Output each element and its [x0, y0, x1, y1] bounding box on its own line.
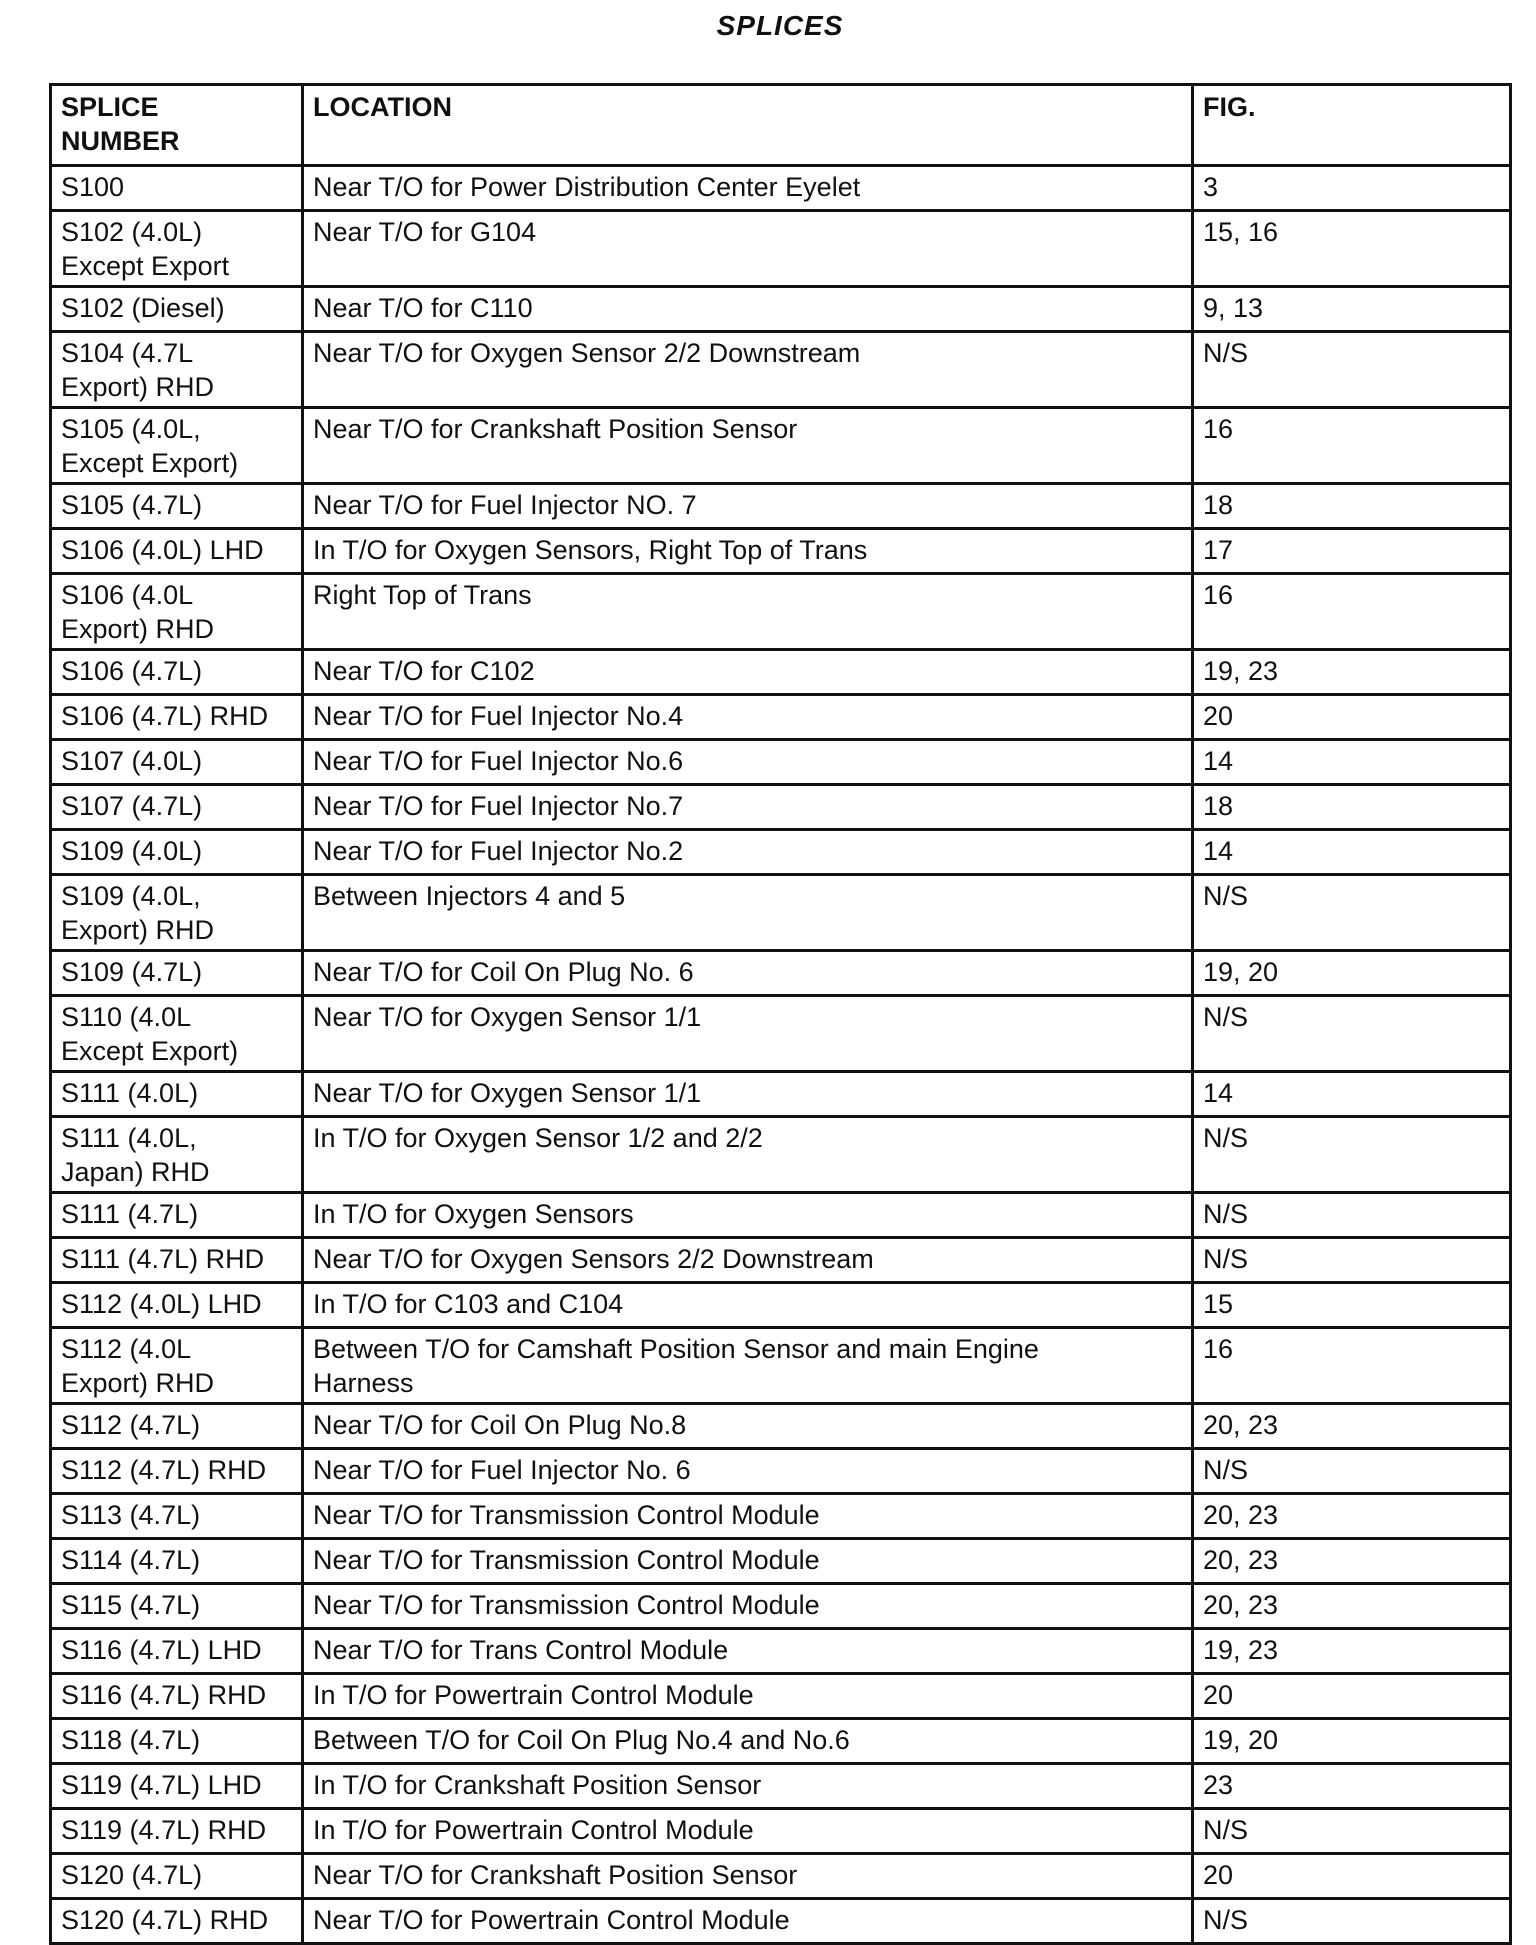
cell-location: Near T/O for Coil On Plug No.8 — [303, 1404, 1193, 1449]
cell-splice-number: S112 (4.7L) — [51, 1404, 303, 1449]
table-row — [51, 1629, 1511, 1674]
cell-location: In T/O for Oxygen Sensor 1/2 and 2/2 — [303, 1117, 1193, 1193]
table-row — [51, 408, 1511, 484]
table-row — [51, 695, 1511, 740]
table-row — [51, 1719, 1511, 1764]
cell-fig: 19, 20 — [1193, 1719, 1511, 1764]
cell-fig: 18 — [1193, 785, 1511, 830]
cell-splice-number: S116 (4.7L) RHD — [51, 1674, 303, 1719]
cell-splice-number: S113 (4.7L) — [51, 1494, 303, 1539]
cell-location: Near T/O for Fuel Injector NO. 7 — [303, 484, 1193, 529]
cell-location: In T/O for Oxygen Sensors — [303, 1193, 1193, 1238]
cell-location: Near T/O for Coil On Plug No. 6 — [303, 951, 1193, 996]
cell-location: Near T/O for Fuel Injector No.2 — [303, 830, 1193, 875]
cell-fig: 20, 23 — [1193, 1494, 1511, 1539]
cell-fig: 14 — [1193, 740, 1511, 785]
cell-splice-number: S107 (4.0L) — [51, 740, 303, 785]
cell-fig: 20, 23 — [1193, 1404, 1511, 1449]
table-row — [51, 951, 1511, 996]
cell-fig: 19, 23 — [1193, 650, 1511, 695]
cell-location: Near T/O for Trans Control Module — [303, 1629, 1193, 1674]
cell-location: Near T/O for Oxygen Sensors 2/2 Downstream — [303, 1238, 1193, 1283]
cell-location: Near T/O for Transmission Control Module — [303, 1584, 1193, 1629]
cell-splice-number: S109 (4.0L) — [51, 830, 303, 875]
table-row — [51, 1764, 1511, 1809]
cell-fig: 16 — [1193, 1328, 1511, 1404]
cell-splice-number: S114 (4.7L) — [51, 1539, 303, 1584]
cell-splice-number: S109 (4.0L, Export) RHD — [51, 875, 303, 951]
table-row — [51, 287, 1511, 332]
cell-location: Near T/O for Fuel Injector No.4 — [303, 695, 1193, 740]
cell-location: Near T/O for C102 — [303, 650, 1193, 695]
table-row — [51, 529, 1511, 574]
table-row — [51, 785, 1511, 830]
table-row — [51, 1328, 1511, 1404]
cell-fig: N/S — [1193, 332, 1511, 408]
cell-splice-number: S105 (4.7L) — [51, 484, 303, 529]
cell-location: Near T/O for C110 — [303, 287, 1193, 332]
cell-fig: 20 — [1193, 1854, 1511, 1899]
table-row — [51, 484, 1511, 529]
cell-location: Between Injectors 4 and 5 — [303, 875, 1193, 951]
cell-fig: N/S — [1193, 1449, 1511, 1494]
cell-splice-number: S111 (4.7L) — [51, 1193, 303, 1238]
table-row — [51, 650, 1511, 695]
table-row — [51, 1193, 1511, 1238]
cell-splice-number: S105 (4.0L, Except Export) — [51, 408, 303, 484]
cell-splice-number: S111 (4.0L) — [51, 1072, 303, 1117]
cell-splice-number: S107 (4.7L) — [51, 785, 303, 830]
cell-fig: 20, 23 — [1193, 1584, 1511, 1629]
cell-splice-number: S111 (4.0L, Japan) RHD — [51, 1117, 303, 1193]
cell-splice-number: S106 (4.7L) RHD — [51, 695, 303, 740]
cell-location: Near T/O for Crankshaft Position Sensor — [303, 408, 1193, 484]
table-row — [51, 1404, 1511, 1449]
table-row — [51, 1674, 1511, 1719]
table-row — [51, 574, 1511, 650]
cell-splice-number: S112 (4.7L) RHD — [51, 1449, 303, 1494]
cell-location: Near T/O for Transmission Control Module — [303, 1539, 1193, 1584]
cell-fig: N/S — [1193, 1238, 1511, 1283]
cell-splice-number: S109 (4.7L) — [51, 951, 303, 996]
column-header-splice-number: SPLICE NUMBER — [51, 85, 303, 166]
table-row — [51, 1238, 1511, 1283]
cell-fig: 3 — [1193, 166, 1511, 211]
cell-fig: N/S — [1193, 1193, 1511, 1238]
cell-splice-number: S119 (4.7L) RHD — [51, 1809, 303, 1854]
cell-location: Near T/O for Transmission Control Module — [303, 1494, 1193, 1539]
cell-fig: 14 — [1193, 1072, 1511, 1117]
cell-location: In T/O for Powertrain Control Module — [303, 1809, 1193, 1854]
cell-fig: 15, 16 — [1193, 211, 1511, 287]
cell-location: Near T/O for Fuel Injector No.7 — [303, 785, 1193, 830]
cell-splice-number: S106 (4.0L Export) RHD — [51, 574, 303, 650]
table-row — [51, 1494, 1511, 1539]
table-row — [51, 1539, 1511, 1584]
cell-splice-number: S118 (4.7L) — [51, 1719, 303, 1764]
table-row — [51, 211, 1511, 287]
table-row — [51, 740, 1511, 785]
table-row — [51, 1072, 1511, 1117]
cell-splice-number: S120 (4.7L) RHD — [51, 1899, 303, 1944]
cell-splice-number: S116 (4.7L) LHD — [51, 1629, 303, 1674]
cell-fig: 16 — [1193, 574, 1511, 650]
cell-fig: 14 — [1193, 830, 1511, 875]
cell-splice-number: S115 (4.7L) — [51, 1584, 303, 1629]
table-row — [51, 875, 1511, 951]
cell-fig: 16 — [1193, 408, 1511, 484]
table-row — [51, 1283, 1511, 1328]
table-row — [51, 830, 1511, 875]
cell-location: Near T/O for Oxygen Sensor 1/1 — [303, 1072, 1193, 1117]
cell-splice-number: S119 (4.7L) LHD — [51, 1764, 303, 1809]
cell-splice-number: S110 (4.0L Except Export) — [51, 996, 303, 1072]
cell-fig: 20, 23 — [1193, 1539, 1511, 1584]
table-row — [51, 332, 1511, 408]
column-header-location: LOCATION — [303, 85, 1193, 166]
splices-table — [49, 83, 1512, 1945]
cell-location: In T/O for Oxygen Sensors, Right Top of Trans — [303, 529, 1193, 574]
cell-location: Near T/O for Fuel Injector No. 6 — [303, 1449, 1193, 1494]
cell-splice-number: S100 — [51, 166, 303, 211]
table-row — [51, 996, 1511, 1072]
cell-location: Near T/O for Oxygen Sensor 2/2 Downstream — [303, 332, 1193, 408]
cell-splice-number: S104 (4.7L Export) RHD — [51, 332, 303, 408]
column-header-fig: FIG. — [1193, 85, 1511, 166]
cell-fig: N/S — [1193, 1117, 1511, 1193]
cell-fig: 18 — [1193, 484, 1511, 529]
cell-fig: 17 — [1193, 529, 1511, 574]
cell-location: In T/O for Crankshaft Position Sensor — [303, 1764, 1193, 1809]
table-row — [51, 1809, 1511, 1854]
cell-location: Between T/O for Coil On Plug No.4 and No.6 — [303, 1719, 1193, 1764]
cell-fig: N/S — [1193, 996, 1511, 1072]
cell-location: In T/O for C103 and C104 — [303, 1283, 1193, 1328]
cell-splice-number: S106 (4.0L) LHD — [51, 529, 303, 574]
cell-fig: 15 — [1193, 1283, 1511, 1328]
table-row — [51, 1117, 1511, 1193]
cell-splice-number: S120 (4.7L) — [51, 1854, 303, 1899]
cell-location: Near T/O for G104 — [303, 211, 1193, 287]
page-title: SPLICES — [716, 10, 844, 41]
cell-fig: N/S — [1193, 875, 1511, 951]
cell-location: Near T/O for Powertrain Control Module — [303, 1899, 1193, 1944]
cell-location: Near T/O for Oxygen Sensor 1/1 — [303, 996, 1193, 1072]
cell-splice-number: S112 (4.0L) LHD — [51, 1283, 303, 1328]
cell-location: Right Top of Trans — [303, 574, 1193, 650]
cell-location: Near T/O for Fuel Injector No.6 — [303, 740, 1193, 785]
header-row — [51, 85, 1511, 166]
cell-fig: 9, 13 — [1193, 287, 1511, 332]
cell-fig: N/S — [1193, 1899, 1511, 1944]
table-body — [51, 166, 1511, 1944]
table-row — [51, 1449, 1511, 1494]
cell-splice-number: S102 (Diesel) — [51, 287, 303, 332]
cell-fig: 19, 23 — [1193, 1629, 1511, 1674]
cell-location: Near T/O for Power Distribution Center Eyelet — [303, 166, 1193, 211]
cell-splice-number: S106 (4.7L) — [51, 650, 303, 695]
cell-location: Near T/O for Crankshaft Position Sensor — [303, 1854, 1193, 1899]
table-row — [51, 1854, 1511, 1899]
cell-fig: N/S — [1193, 1809, 1511, 1854]
cell-splice-number: S102 (4.0L) Except Export — [51, 211, 303, 287]
table-row — [51, 166, 1511, 211]
table-row — [51, 1584, 1511, 1629]
table-row — [51, 1899, 1511, 1944]
cell-splice-number: S111 (4.7L) RHD — [51, 1238, 303, 1283]
cell-location: Between T/O for Camshaft Position Sensor and main Engine Harness — [303, 1328, 1193, 1404]
cell-fig: 20 — [1193, 1674, 1511, 1719]
cell-fig: 23 — [1193, 1764, 1511, 1809]
cell-fig: 19, 20 — [1193, 951, 1511, 996]
cell-fig: 20 — [1193, 695, 1511, 740]
cell-splice-number: S112 (4.0L Export) RHD — [51, 1328, 303, 1404]
cell-location: In T/O for Powertrain Control Module — [303, 1674, 1193, 1719]
